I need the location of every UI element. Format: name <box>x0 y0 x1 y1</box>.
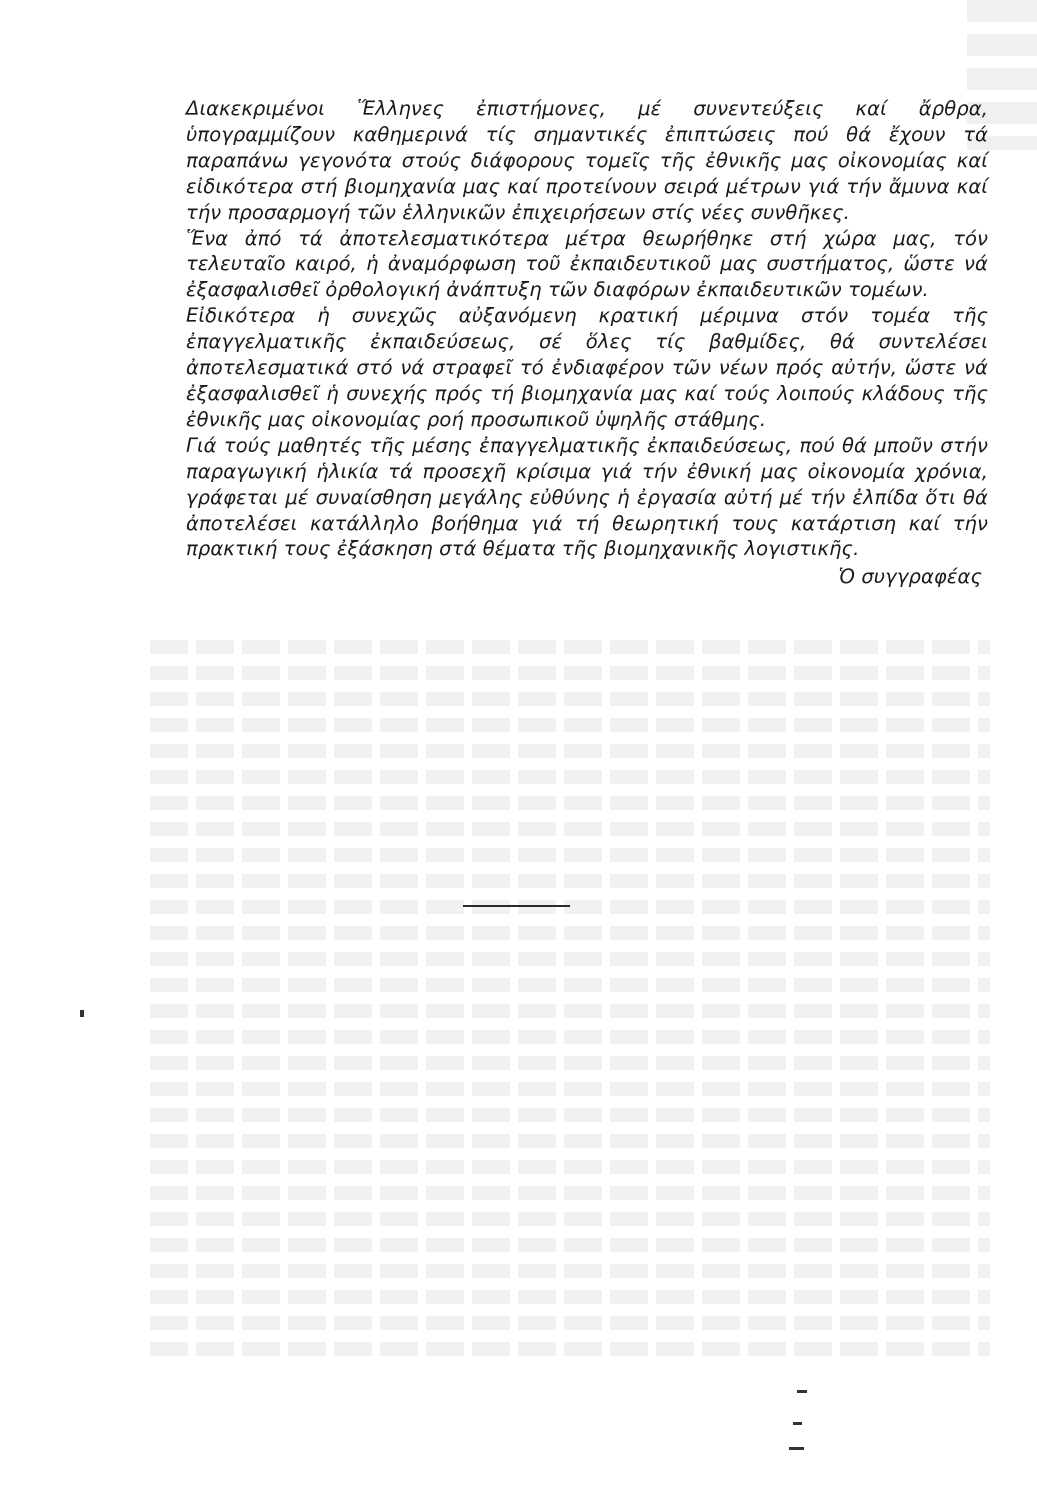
page-speck <box>789 1447 804 1450</box>
paragraph-2: Ἕνα ἀπό τά ἀποτελεσματικότερα μέτρα θεωρήθηκε στή χώρα μας, τόν τελευταῖο καιρό, ἡ ἀναμόρφωση τοῦ ἐκπαιδευτικοῦ μας συστήματος, ὥστε νά ἐξασφαλισθεῖ ὀρθολογική ἀνάπτυξη τῶν διαφόρων ἐκπαιδευτικῶν τομέων. <box>186 226 988 302</box>
bleed-through-text <box>150 640 990 1400</box>
paragraph-1: Διακεκριμένοι Ἕλληνες ἐπιστήμονες, μέ συνεντεύξεις καί ἄρθρα, ὑπογραμμίζουν καθημερινά τίς σημαντικές ἐπιπτώσεις πού θά ἔχουν τά παραπάνω γεγονότα στούς διάφορους τομεῖς τῆς ἐθνικῆς μας οἰκονομίας καί εἰδικότερα στή βιομηχανία μας καί προτείνουν σειρά μέτρων γιά τήν ἄμυνα καί τήν προσαρμογή τῶν ἑλληνικῶν ἐπιχειρήσεων στίς νέες συνθῆκες. <box>186 97 988 224</box>
preface-text <box>186 96 988 590</box>
paragraph-4: Γιά τούς μαθητές τῆς μέσης ἐπαγγελματικῆς ἐκπαιδεύσεως, πού θά μποῦν στήν παραγωγική ἡλικία τά προσεχῆ κρίσιμα γιά τήν ἐθνική μας οἰκονομία χρόνια, γράφεται μέ συναίσθηση μεγάλης εὐθύνης ἡ ἐργασία αὐτή μέ τήν ἐλπίδα ὅτι θά ἀποτελέσει κατάλληλο βοήθημα γιά τή θεωρητική τους κατάρτιση καί τήν πρακτική τους ἐξάσκηση στά θέματα τῆς βιομηχανικῆς λογιστικῆς. <box>186 433 988 561</box>
author-signature: Ὁ συγγραφέας <box>838 565 982 589</box>
paragraph-3: Εἰδικότερα ἡ συνεχῶς αὐξανόμενη κρατική μέριμνα στόν τομέα τῆς ἐπαγγελματικῆς ἐκπαιδεύσεως, σέ ὅλες τίς βαθμίδες, θά συντελέσει ἀποτελεσματικά στό νά στραφεῖ τό ἐνδιαφέρον τῶν νέων πρός αὐτήν, ὥστε νά ἐξασφαλισθεῖ ἡ συνεχής πρός τή βιομηχανία μας καί τούς λοιπούς κλάδους τῆς ἐθνικῆς μας οἰκονομίας ροή προσωπικοῦ ὑψηλῆς στάθμης. <box>186 304 988 431</box>
page-speck <box>797 1390 807 1393</box>
section-divider <box>463 905 570 907</box>
page-speck <box>80 1010 84 1017</box>
page-speck <box>793 1422 802 1425</box>
